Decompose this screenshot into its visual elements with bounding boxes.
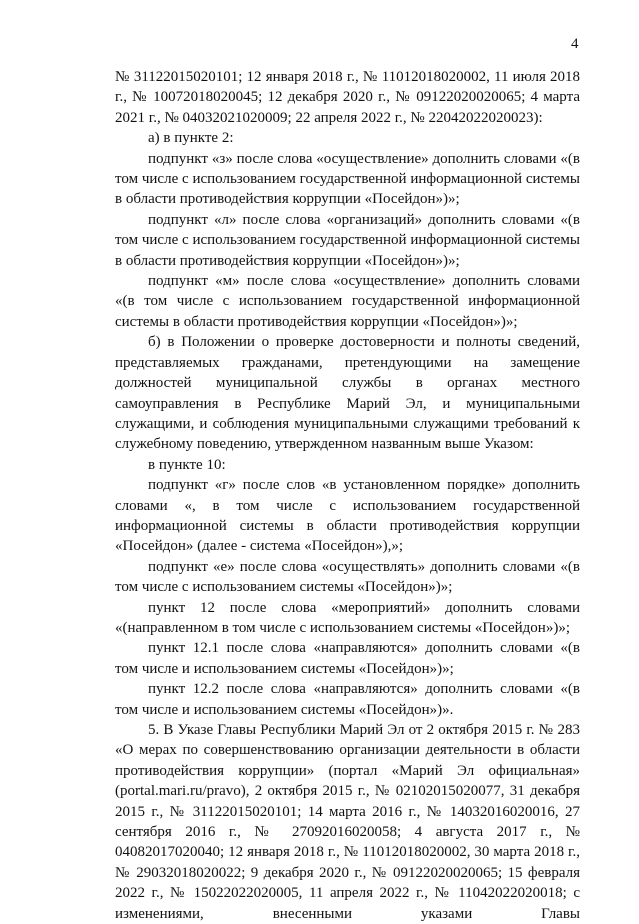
paragraph-point-10: в пункте 10:	[148, 456, 226, 473]
paragraph-subitem-g: подпункт «г» после слов «в установленном порядке» дополнить словами «, в том числе с использованием государственной информационной системы в области противодействия коррупции «Посейдон» (далее - система «Посейдон»),»;	[115, 477, 580, 555]
paragraph-citation-continuation: № 31122015020101; 12 января 2018 г., № 11012018020002, 11 июля 2018 г., № 10072018020045; 12 декабря 2020 г., № 09122020020065; 4 марта 2021 г., № 04032021020009; 22 апреля 2022 г., № 22042022020023):	[115, 69, 580, 126]
page-number: 4	[571, 36, 579, 52]
paragraph-subitem-z: подпункт «з» после слова «осуществление» дополнить словами «(в том числе с использованием государственной информационной системы в области противодействия коррупции «Посейдон»)»;	[115, 150, 580, 208]
paragraph-point-12-2: пункт 12.2 после слова «направляются» дополнить словами «(в том числе и использованием системы «Посейдон»)».	[115, 681, 580, 718]
paragraph-item-b: б) в Положении о проверке достоверности и полноты сведений, представляемых гражданами, претендующими на замещение должностей муниципальной службы в органах местного самоуправления в Республике Марий Эл, и муниципальными служащими, и соблюдения муниципальными служащими требований к служебному поведению, утвержденном названным выше Указом:	[115, 334, 580, 453]
paragraph-point-12-1: пункт 12.1 после слова «направляются» дополнить словами «(в том числе и использованием системы «Посейдон»)»;	[115, 640, 580, 677]
paragraph-subitem-l: подпункт «л» после слова «организаций» дополнить словами «(в том числе с использованием государственной информационной системы в области противодействия коррупции «Посейдон»)»;	[115, 211, 580, 269]
document-body	[115, 67, 580, 924]
paragraph-section-5: 5. В Указе Главы Республики Марий Эл от 2 октября 2015 г. № 283 «О мерах по совершенствованию организации деятельности в области противодействия коррупции» (портал «Марий Эл официальная» (portal.mari.ru/pravo), 2 октября 2015 г., № 02102015020077, 31 декабря 2015 г., № 31122015020101; 14 марта 2016 г., № 14032016020016, 27 сентября 2016 г., № 27092016020058; 4 августа 2017 г., № 04082017020040; 12 января 2018 г., № 11012018020002, 30 марта 2018 г., № 29032018020022; 9 декабря 2020 г., № 09122020020065; 15 февраля 2022 г., № 15022022020005, 11 апреля 2022 г., № 11042022020018; с изменениями, внесенными указами Главы	[115, 722, 580, 922]
paragraph-point-12: пункт 12 после слова «мероприятий» дополнить словами «(направленном в том числе с использованием системы «Посейдон»)»;	[115, 599, 580, 636]
paragraph-subitem-e: подпункт «е» после слова «осуществлять» дополнить словами «(в том числе с использованием системы «Посейдон»)»;	[115, 558, 580, 596]
paragraph-subitem-m: подпункт «м» после слова «осуществление» дополнить словами «(в том числе с использованием государственной информационной системы в области противодействия коррупции «Посейдон»)»;	[115, 273, 580, 330]
paragraph-item-a: а) в пункте 2:	[148, 130, 234, 147]
